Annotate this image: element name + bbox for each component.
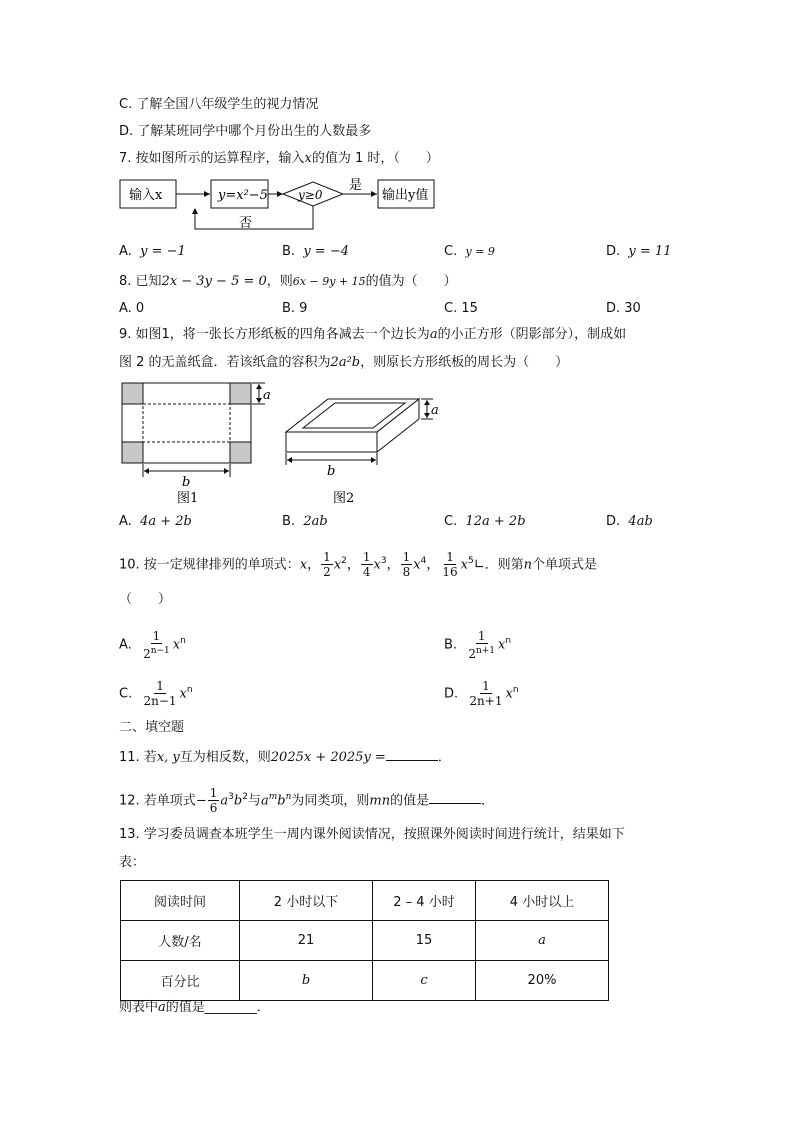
reading-time-table	[120, 880, 609, 1001]
q12-answer-blank[interactable]	[429, 791, 481, 804]
q9-option-d: D. 4ab	[606, 514, 653, 529]
fig1-corner	[122, 383, 143, 404]
q12-stem: 12. 若单项式− $\frac{1}{6}$ $a^3b^2$与$a^mb^n$为同类项，则mn的值是 ．	[119, 786, 495, 816]
table-cell: 21	[240, 921, 373, 961]
q10-paren: （ ）	[119, 592, 172, 607]
fig2-label-a: a	[431, 403, 439, 418]
flow-input-text: 输入x	[129, 188, 163, 203]
q13-stem-line2: 表：	[119, 855, 146, 870]
q9-stem-line2: 图 2 的无盖纸盒．若该纸盒的容积为2a²b，则原长方形纸板的周长为（ ）	[119, 355, 569, 370]
q11-stem: 11. 若x, y互为相反数，则2025x + 2025y = ．	[119, 750, 451, 765]
q13-stem-line1: 13. 学习委员调查本班学生一周内课外阅读情况，按照课外阅读时间进行统计，结果如下	[119, 827, 625, 842]
table-cell: 4 小时以上	[476, 881, 609, 921]
table-cell: b	[240, 961, 373, 1001]
flow-formula-text: y=x²−5	[218, 188, 268, 203]
q10-stem: 10. 按一定规律排列的单项式：x， $\frac{1}{2}$ $x^2$， $\frac{1}{4}$ $x^3$， $\frac{1}{8}$ $x^4$， $\frac{1}{16}$ $x^5∟$．则第n个单项式是	[119, 550, 598, 580]
q8-option-c: C. 15	[444, 301, 478, 316]
table-row	[121, 961, 609, 1001]
q9-stem-line1: 9. 如图1，将一张长方形纸板的四角各减去一个边长为a的小正方形（阴影部分），制成如	[119, 327, 627, 342]
table-cell: 阅读时间	[121, 881, 240, 921]
q10-option-b: B. $\frac{1}{2^{n+1}}$ $x^n$	[444, 628, 512, 661]
table-cell: c	[373, 961, 476, 1001]
table-cell: 2 – 4 小时	[373, 881, 476, 921]
q6-option-d: D. 了解某班同学中哪个月份出生的人数最多	[119, 124, 372, 139]
q9-option-b: B. 2ab	[282, 514, 328, 529]
q8-option-a: A. 0	[119, 301, 145, 316]
q7-option-d: D. y = 11	[606, 244, 672, 259]
q9-figure-2	[285, 392, 445, 507]
table-header-row	[121, 881, 609, 921]
fig1-label-a: a	[263, 388, 271, 403]
section-fill-in-title: 二、填空题	[119, 720, 185, 735]
flow-output-text: 输出y值	[382, 188, 429, 203]
table-cell: 15	[373, 921, 476, 961]
q6-option-c: C. 了解全国八年级学生的视力情况	[119, 97, 319, 112]
q7-option-b: B. y = −4	[282, 244, 349, 259]
flow-yes-label: 是	[349, 178, 363, 193]
flow-no-label: 否	[239, 216, 253, 231]
q7-stem: 7. 按如图所示的运算程序，输入x的值为 1 时，（ ）	[119, 151, 439, 166]
q7-option-c: C. y = 9	[444, 244, 495, 259]
fig1-corner	[122, 442, 143, 463]
q13-answer-line: 则表中a的值是________．	[119, 1000, 270, 1015]
q11-answer-blank[interactable]	[386, 748, 438, 761]
table-cell: 百分比	[121, 961, 240, 1001]
q7-flowchart	[119, 176, 439, 236]
fig1-corner	[230, 442, 251, 463]
q9-option-a: A. 4a + 2b	[119, 514, 192, 529]
fig2-caption: 图2	[333, 491, 355, 506]
table-cell: 人数/名	[121, 921, 240, 961]
table-row	[121, 921, 609, 961]
q10-option-c: C. $\frac{1}{2n-1}$ $x^n$	[119, 679, 193, 709]
fig1-label-b: b	[182, 475, 191, 490]
q8-option-d: D. 30	[606, 301, 641, 316]
q9-figure-1	[119, 380, 279, 505]
flow-condition-text: y≥0	[298, 188, 323, 202]
table-cell: a	[476, 921, 609, 961]
fig2-label-b: b	[327, 464, 336, 479]
q10-option-a: A. $\frac{1}{2^{n-1}}$ $x^n$	[119, 628, 186, 661]
table-cell: 20%	[476, 961, 609, 1001]
q8-option-b: B. 9	[282, 301, 308, 316]
q8-stem: 8. 已知2x − 3y − 5 = 0，则6x − 9y + 15的值为（ ）	[119, 274, 457, 289]
fig1-corner	[230, 383, 251, 404]
table-cell: 2 小时以下	[240, 881, 373, 921]
q9-option-c: C. 12a + 2b	[444, 514, 526, 529]
fig1-caption: 图1	[177, 491, 199, 506]
q7-option-a: A. y = −1	[119, 244, 186, 259]
q10-option-d: D. $\frac{1}{2n+1}$ $x^n$	[444, 679, 519, 709]
